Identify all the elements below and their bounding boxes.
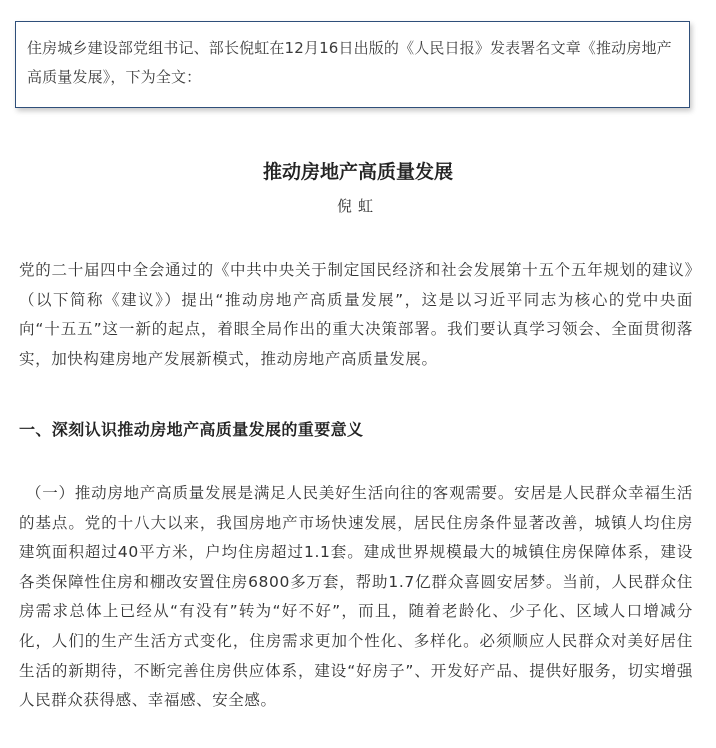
intro-box <box>15 21 690 108</box>
article-title: 推动房地产高质量发展 <box>262 161 453 183</box>
article-author: 倪虹 <box>336 197 379 215</box>
paragraph: 党的二十届四中全会通过的《中共中央关于制定国民经济和社会发展第十五个五年规划的建议》（以下简称《建议》）提出“推动房地产高质量发展”，这是以习近平同志为核心的党中央面向“十五五”这一新的起点，着眼全局作出的重大决策部署。我们要认真学习领会、全面贯彻落实，加快构建房地产发展新模式，推动房地产高质量发展。 <box>19 261 693 368</box>
section-heading: 一、深刻认识推动房地产高质量发展的重要意义 <box>19 420 364 439</box>
paragraph: （一）推动房地产高质量发展是满足人民美好生活向往的客观需要。安居是人民群众幸福生活的基点。党的十八大以来，我国房地产市场快速发展，居民住房条件显著改善，城镇人均住房建筑面积超过40平方米，户均住房超过1.1套。建成世界规模最大的城镇住房保障体系，建设各类保障性住房和棚改安置住房6800多万套，帮助1.7亿群众喜圆安居梦。当前，人民群众住房需求总体上已经从“有没有”转为“好不好”，而且，随着老龄化、少子化、区域人口增减分化，人们的生产生活方式变化，住房需求更加个性化、多样化。必须顺应人民群众对美好居住生活的新期待，不断完善住房供应体系，建设“好房子”、开发好产品、提供好服务，切实增强人民群众获得感、幸福感、安全感。 <box>19 484 693 710</box>
intro-text: 住房城乡建设部党组书记、部长倪虹在12月16日出版的《人民日报》发表署名文章《推动房地产高质量发展》，下为全文： <box>27 39 672 86</box>
